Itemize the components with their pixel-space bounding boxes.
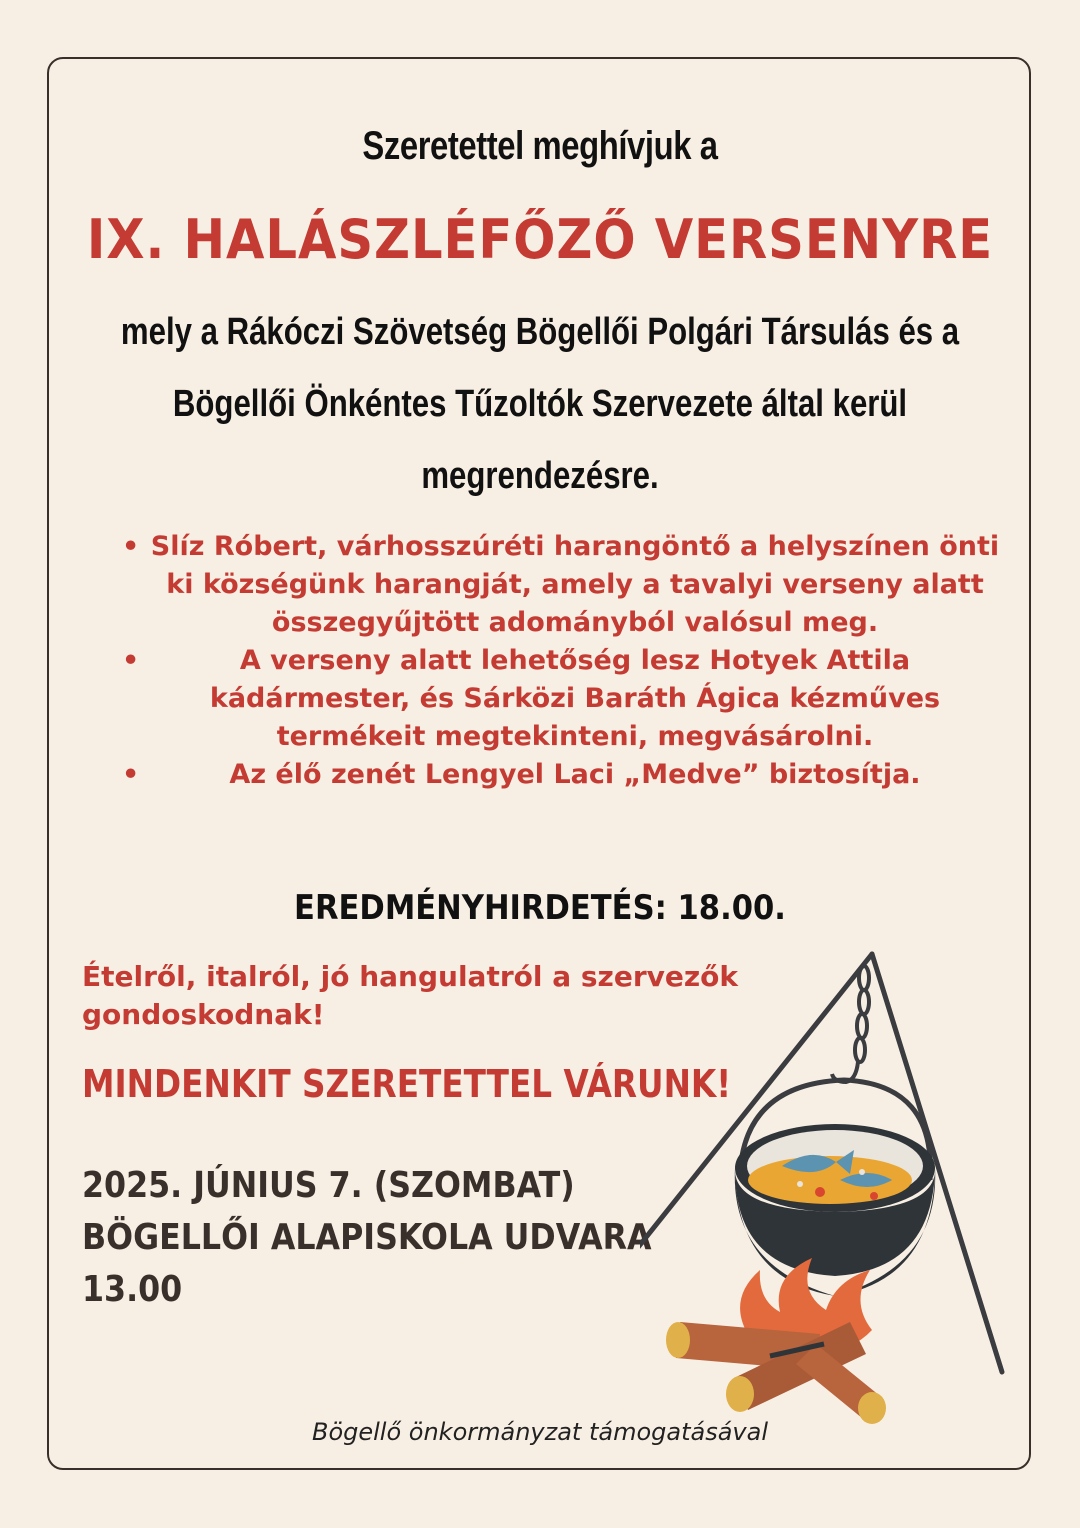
event-details [82,1160,651,1316]
program-item: • A verseny alatt lehetőség lesz Hotyek Attila kádármester, és Sárközi Baráth Ágica kézműves termékeit megtekinteni, megvásárolni. [120,642,1000,756]
cauldron-illustration [640,940,1020,1430]
welcome-text: MINDENKIT SZERETETTEL VÁRUNK! [82,1062,732,1106]
sponsor-footer: Bögellő önkormányzat támogatásával [311,1418,768,1446]
program-list [120,528,1000,794]
event-time: 13.00 [82,1269,183,1310]
event-title: IX. HALÁSZLÉFŐZŐ VERSENYRE [86,208,994,271]
event-date: 2025. JÚNIUS 7. (SZOMBAT) [82,1165,575,1206]
organizer-line: mely a Rákóczi Szövetség Bögellői Polgári Társulás és a [120,311,960,353]
program-item: • Slíz Róbert, várhosszúréti harangöntő a helyszínen önti ki községünk harangját, amely a tavalyi verseny alatt összegyűjtött adományból valósul meg. [120,528,1000,642]
intro-text: Szeretettel meghívjuk a [362,124,718,168]
event-place: BÖGELLŐI ALAPISKOLA UDVARA [82,1217,652,1258]
organizer-line: megrendezésre. [421,455,659,497]
firewood-icon [666,1322,886,1424]
results-announcement: EREDMÉNYHIRDETÉS: 18.00. [294,888,786,928]
organizer-line: Bögellői Önkéntes Tűzoltók Szervezete által kerül [172,383,908,425]
food-note: Ételről, italról, jó hangulatról a szervezők gondoskodnak! [82,960,739,1031]
organizer-text [97,296,983,512]
program-item: • Az élő zenét Lengyel Laci „Medve” biztosítja. [120,756,1000,794]
